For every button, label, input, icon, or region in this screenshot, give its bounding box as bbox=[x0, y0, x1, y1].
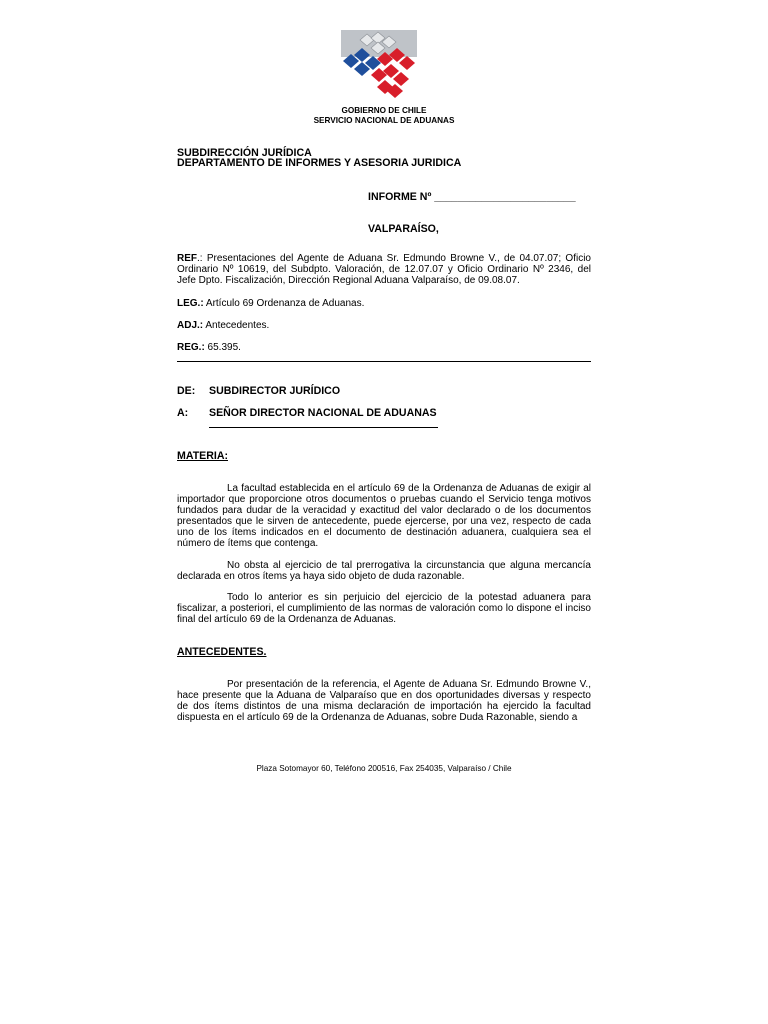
city-date: VALPARAÍSO, bbox=[368, 223, 439, 235]
to-value: SEÑOR DIRECTOR NACIONAL DE ADUANAS bbox=[209, 407, 437, 419]
department-line-1: SUBDIRECCIÓN JURÍDICA bbox=[177, 147, 312, 159]
materia-paragraph-3: Todo lo anterior es sin perjuicio del ejercicio de la potestad aduanera para fiscalizar, a posteriori, el cumplimiento de las normas de valoración como lo dispone el inciso final del artículo 69 de la Ordenanza de Aduanas. bbox=[177, 592, 591, 625]
reg-label: REG.: bbox=[177, 342, 205, 353]
government-name: GOBIERNO DE CHILE bbox=[341, 106, 427, 115]
materia-paragraph-1: La facultad establecida en el artículo 69 de la Ordenanza de Aduanas de exigir al importador que proporcione otros documentos o pruebas cuando el Servicio tenga motivos fundados para dudar de la veracidad y exactitud del valor declarado o de los documentos presentados que le sirven de antecedente, puede ejercerse, por una vez, respecto de cada uno de los ítems indicados en el documento de destinación aduanera, cualquiera sea el número de ítems que contenga. bbox=[177, 483, 591, 549]
informe-number: INFORME Nº ________________________ bbox=[368, 191, 576, 203]
materia-heading: MATERIA: bbox=[177, 450, 228, 462]
footer-address: Plaza Sotomayor 60, Teléfono 200516, Fax 254035, Valparaíso / Chile bbox=[256, 764, 512, 773]
adj-label: ADJ.: bbox=[177, 320, 204, 331]
leg-line bbox=[177, 298, 364, 309]
ref-text: .: Presentaciones del Agente de Aduana Sr. Edmundo Browne V., de 04.07.07; Oficio Ordinario Nº 10619, del Subdpto. Valoración, de 12.07.07 y Oficio Ordinario Nº 2346, del Jefe Dpto. Fiscalización, Dirección Regional Aduana Valparaíso, de 09.08.07. bbox=[177, 253, 591, 286]
antecedentes-paragraph-1: Por presentación de la referencia, el Agente de Aduana Sr. Edmundo Browne V., hace presente que la Aduana de Valparaíso que en dos oportunidades diversas y respecto de dos ítems distintos de una misma declaración de importación ha ejercido la facultad dispuesta en el artículo 69 de la Ordenanza de Aduanas, sobre Duda Razonable, siendo a bbox=[177, 679, 591, 723]
ref-label: REF bbox=[177, 253, 197, 264]
from-label: DE: bbox=[177, 385, 196, 397]
from-value: SUBDIRECTOR JURÍDICO bbox=[209, 385, 341, 397]
department-line-2: DEPARTAMENTO DE INFORMES Y ASESORIA JURIDICA bbox=[177, 157, 462, 169]
reg-line bbox=[177, 342, 241, 353]
aduanas-logo bbox=[341, 30, 417, 98]
adj-line bbox=[177, 320, 269, 331]
antecedentes-heading: ANTECEDENTES. bbox=[177, 646, 267, 658]
leg-text: Artículo 69 Ordenanza de Aduanas. bbox=[203, 298, 365, 309]
to-underline bbox=[209, 427, 438, 428]
to-label: A: bbox=[177, 407, 189, 419]
ref-paragraph bbox=[177, 253, 591, 286]
materia-paragraph-2: No obsta al ejercicio de tal prerrogativa la circunstancia que alguna mercancía declarada en otros ítems ya haya sido objeto de duda razonable. bbox=[177, 560, 591, 582]
leg-label: LEG.: bbox=[177, 298, 204, 309]
adj-text: Antecedentes. bbox=[203, 320, 270, 331]
separator-line bbox=[177, 361, 591, 362]
service-name: SERVICIO NACIONAL DE ADUANAS bbox=[313, 116, 455, 125]
reg-text: 65.395. bbox=[204, 342, 241, 353]
